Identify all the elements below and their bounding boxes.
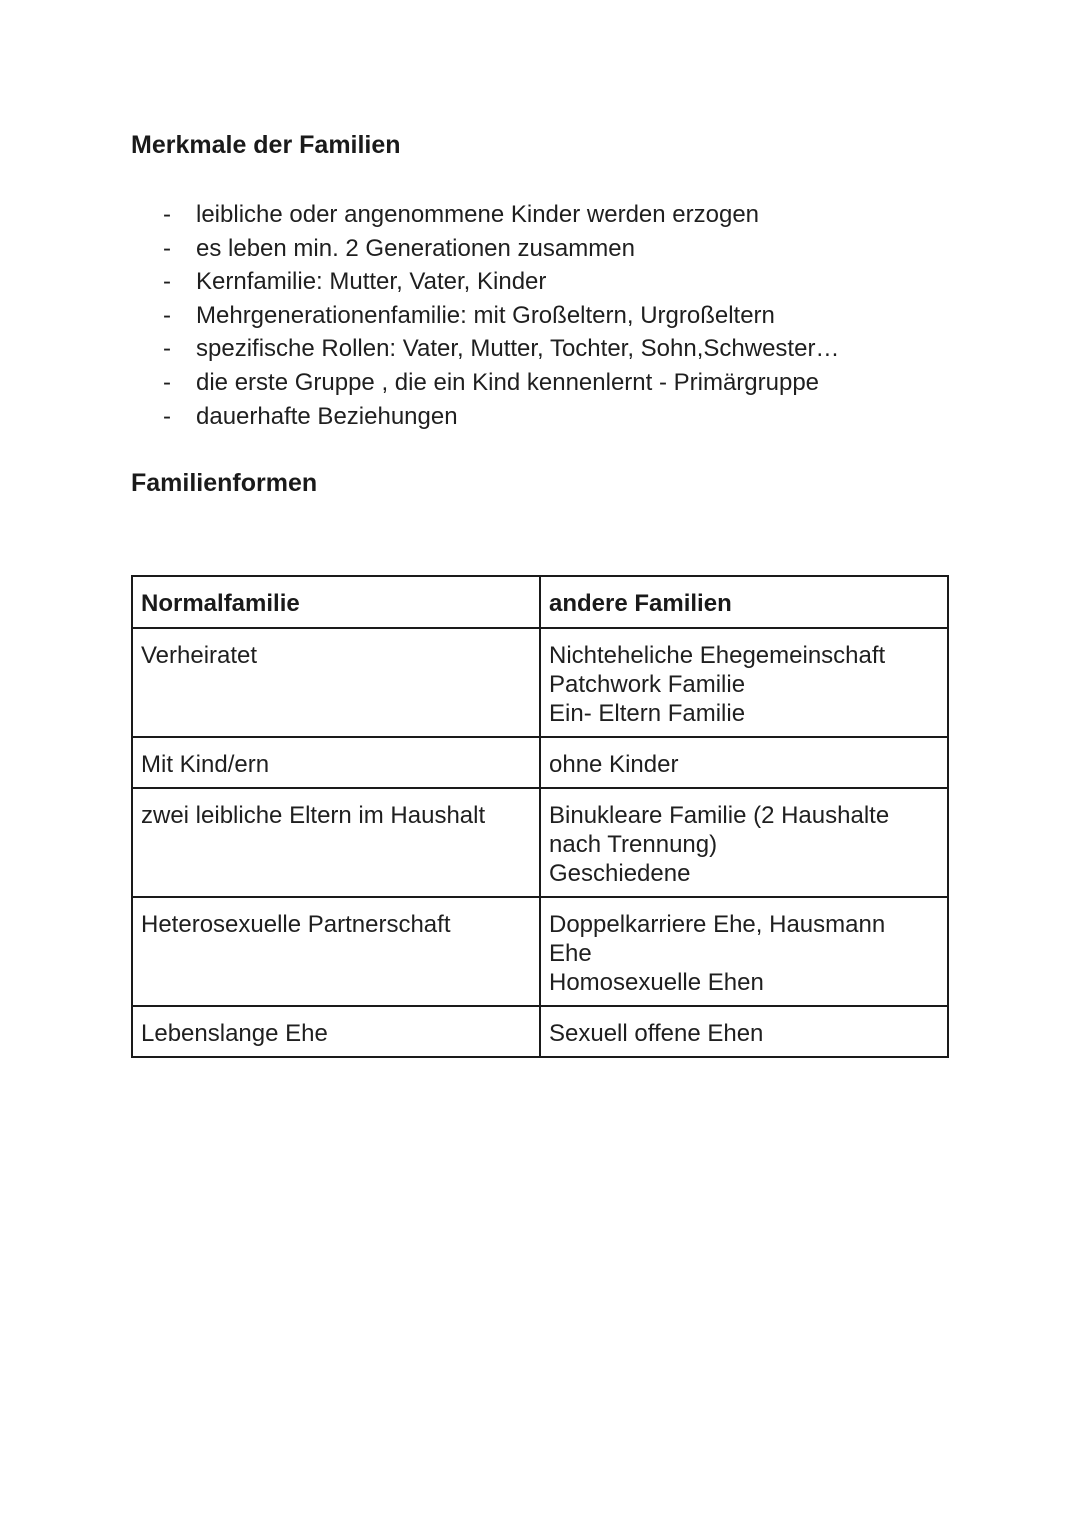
table-cell-left: Lebenslange Ehe [132, 1006, 540, 1057]
dash-bullet: - [163, 335, 171, 363]
dash-bullet: - [163, 301, 171, 329]
table-cell-right [540, 788, 948, 897]
cell-line: Binukleare Familie (2 Haushalte [549, 802, 890, 829]
dash-bullet: - [163, 201, 171, 228]
cell-line: Ehe [549, 940, 592, 967]
section-title-merkmale: Merkmale der Familien [131, 131, 401, 159]
list-item [155, 366, 839, 400]
cell-line: Sexuell offene Ehen [549, 1020, 764, 1047]
table-row [132, 788, 948, 897]
table-row [132, 628, 948, 737]
list-item-text: Mehrgenerationenfamilie: mit Großeltern, Urgroßeltern [196, 301, 775, 329]
cell-line: Geschiedene [549, 860, 691, 887]
column-header-normalfamilie: Normalfamilie [132, 576, 540, 628]
table-cell-left: zwei leibliche Eltern im Haushalt [132, 788, 540, 897]
table-row [132, 1006, 948, 1057]
dash-bullet: - [163, 402, 171, 430]
dash-bullet: - [163, 268, 171, 296]
dash-bullet: - [163, 234, 171, 262]
cell-line: nach Trennung) [549, 831, 718, 858]
column-header-andere-familien: andere Familien [540, 576, 948, 628]
list-item [155, 232, 839, 266]
list-item [155, 265, 839, 299]
list-item-text: die erste Gruppe , die ein Kind kennenlernt - Primärgruppe [196, 368, 820, 396]
table-cell-right [540, 897, 948, 1006]
list-item-text: es leben min. 2 Generationen zusammen [196, 234, 635, 262]
table-cell-left: Heterosexuelle Partnerschaft [132, 897, 540, 1006]
table-cell-right [540, 628, 948, 737]
cell-line: Patchwork Familie [549, 671, 746, 698]
table-header-row [132, 576, 948, 628]
cell-line: Nichteheliche Ehegemeinschaft [549, 642, 886, 669]
list-item-text: leibliche oder angenommene Kinder werden erzogen [196, 201, 760, 228]
cell-line: Doppelkarriere Ehe, Hausmann [549, 911, 886, 938]
table-cell-left: Verheiratet [132, 628, 540, 737]
cell-line: Ein- Eltern Familie [549, 700, 746, 727]
list-item-text: dauerhafte Beziehungen [196, 402, 458, 430]
list-item-text: Kernfamilie: Mutter, Vater, Kinder [196, 268, 547, 296]
list-item [155, 299, 839, 333]
table-row [132, 897, 948, 1006]
table-cell-right [540, 1006, 948, 1057]
section-title-familienformen: Familienformen [131, 469, 318, 497]
cell-line: ohne Kinder [549, 751, 679, 778]
merkmale-list [155, 198, 839, 433]
list-item [155, 198, 839, 232]
list-item-text: spezifische Rollen: Vater, Mutter, Tochter, Sohn,Schwester… [196, 335, 840, 363]
list-item [155, 400, 839, 434]
list-item [155, 332, 839, 366]
table-cell-right [540, 737, 948, 788]
dash-bullet: - [163, 368, 171, 396]
familienformen-table [131, 575, 949, 1058]
cell-line: Homosexuelle Ehen [549, 969, 764, 996]
table-row [132, 737, 948, 788]
table-cell-left: Mit Kind/ern [132, 737, 540, 788]
